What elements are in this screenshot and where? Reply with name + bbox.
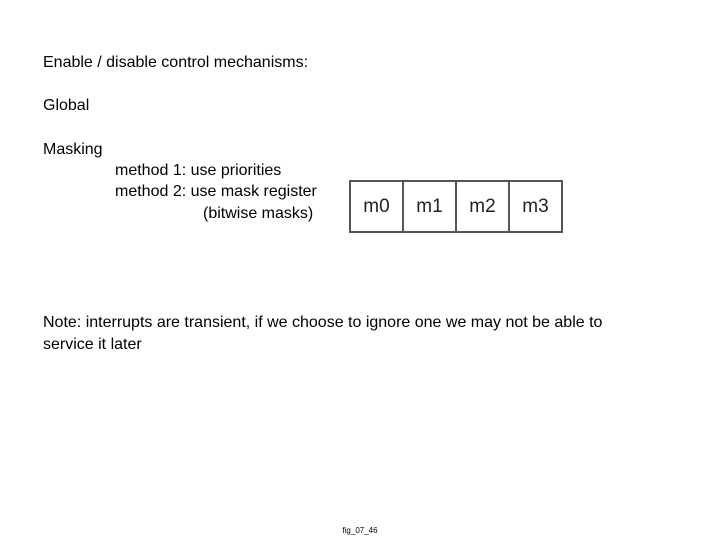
masking-method-1: method 1: use priorities: [115, 162, 282, 179]
mask-register: [349, 180, 563, 233]
mask-bit-m3: m3: [522, 195, 549, 217]
global-label: Global: [43, 97, 90, 114]
heading: Enable / disable control mechanisms:: [43, 54, 309, 71]
mask-bit-m2: m2: [457, 182, 510, 231]
masking-method-2: method 2: use mask register: [115, 183, 317, 200]
mask-bit-m1: m1: [404, 182, 457, 231]
figure-label: fig_07_46: [342, 526, 378, 535]
mask-bit-m0: m0: [351, 182, 404, 231]
note-text: Note: interrupts are transient, if we choose to ignore one we may not be able to service it later: [43, 314, 603, 353]
masking-method-2-detail: (bitwise masks): [203, 205, 314, 222]
masking-label: Masking: [43, 141, 103, 158]
